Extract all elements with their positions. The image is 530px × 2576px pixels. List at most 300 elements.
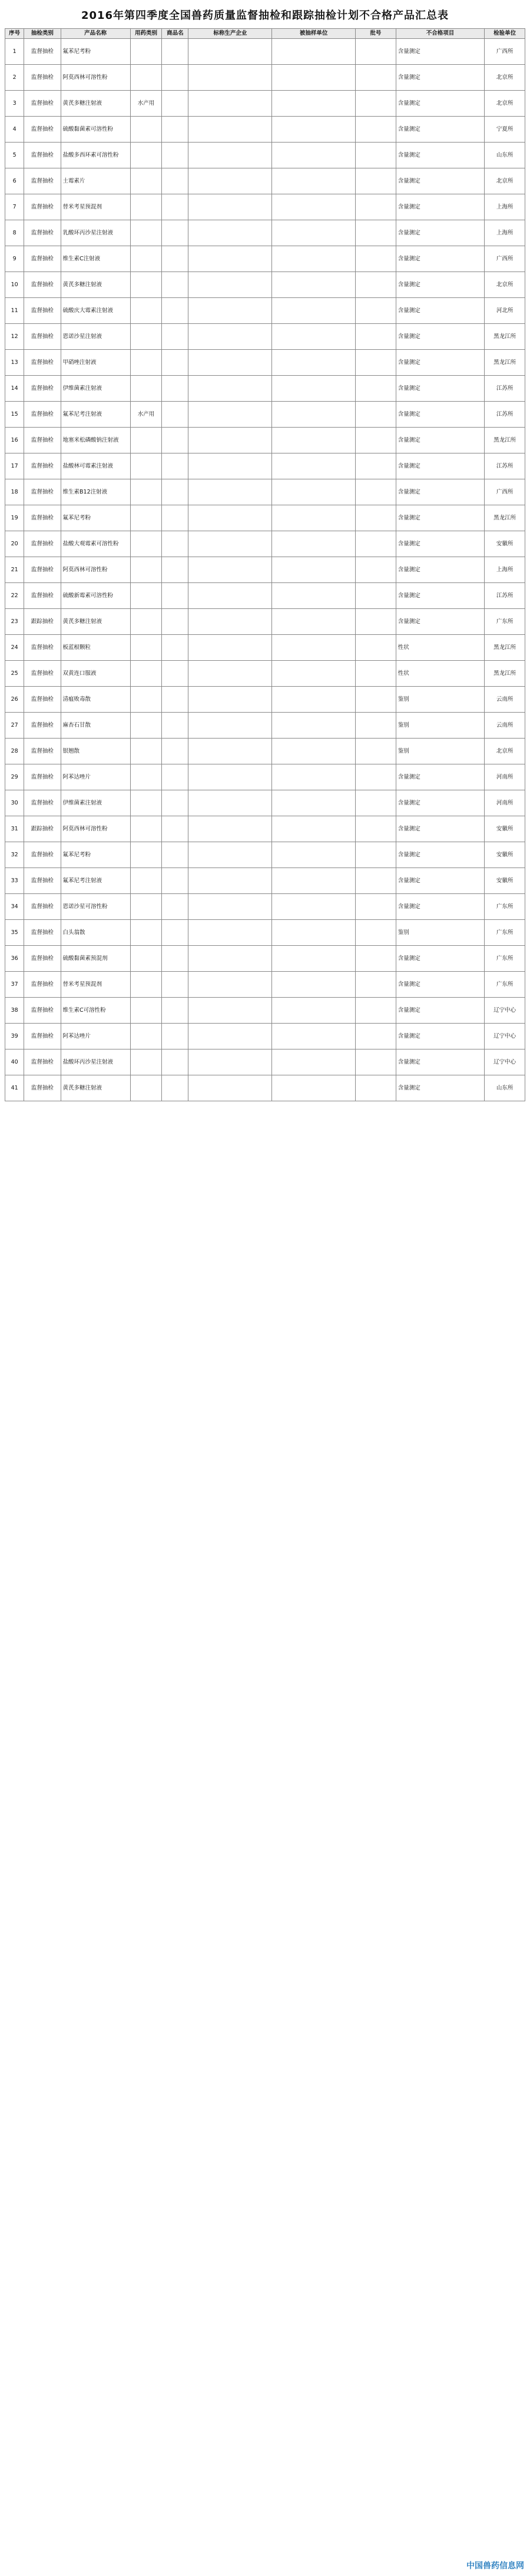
table-cell — [188, 65, 272, 91]
table-cell — [272, 324, 356, 350]
table-cell: 黄芪多糖注射液 — [61, 272, 130, 298]
table-cell: 白头翁散 — [61, 920, 130, 946]
table-cell: 硫酸黏菌素预混剂 — [61, 946, 130, 972]
table-cell: 北京所 — [485, 739, 525, 764]
table-cell — [130, 739, 162, 764]
table-cell — [272, 1049, 356, 1075]
table-cell — [272, 609, 356, 635]
table-cell — [272, 505, 356, 531]
table-cell: 阿莫西林可溶性粉 — [61, 65, 130, 91]
table-cell: 37 — [5, 972, 24, 998]
table-cell: 监督抽检 — [24, 583, 61, 609]
table-cell — [356, 324, 396, 350]
table-cell — [356, 143, 396, 168]
table-cell: 监督抽检 — [24, 428, 61, 453]
table-row — [5, 143, 525, 168]
table-cell: 盐酸环丙沙星注射液 — [61, 1049, 130, 1075]
table-cell — [188, 505, 272, 531]
table-cell: 上海所 — [485, 557, 525, 583]
table-cell — [130, 272, 162, 298]
table-cell: 广西所 — [485, 246, 525, 272]
table-cell — [356, 583, 396, 609]
table-cell: 含量测定 — [396, 842, 484, 868]
table-cell — [188, 998, 272, 1024]
table-cell: 含量测定 — [396, 583, 484, 609]
table-cell: 监督抽检 — [24, 246, 61, 272]
table-row — [5, 246, 525, 272]
table-cell: 水产用 — [130, 402, 162, 428]
table-row — [5, 428, 525, 453]
table-cell: 阿苯达唑片 — [61, 764, 130, 790]
table-cell — [130, 168, 162, 194]
table-cell — [188, 453, 272, 479]
table-cell — [162, 220, 188, 246]
table-cell: 31 — [5, 816, 24, 842]
col-header: 产品名称 — [61, 29, 130, 39]
table-cell: 10 — [5, 272, 24, 298]
table-cell: 北京所 — [485, 272, 525, 298]
table-cell: 监督抽检 — [24, 39, 61, 65]
table-cell: 甲硝唑注射液 — [61, 350, 130, 376]
table-cell: 监督抽检 — [24, 661, 61, 687]
table-cell — [272, 868, 356, 894]
table-cell — [356, 661, 396, 687]
table-row — [5, 272, 525, 298]
table-cell — [162, 402, 188, 428]
table-cell — [356, 972, 396, 998]
table-cell — [162, 609, 188, 635]
table-cell — [188, 739, 272, 764]
table-cell — [272, 272, 356, 298]
table-cell — [188, 868, 272, 894]
table-row — [5, 894, 525, 920]
table-cell — [356, 920, 396, 946]
table-cell — [130, 531, 162, 557]
table-cell — [130, 816, 162, 842]
table-row — [5, 764, 525, 790]
col-header: 序号 — [5, 29, 24, 39]
table-cell — [130, 842, 162, 868]
table-cell — [162, 428, 188, 453]
table-cell: 监督抽检 — [24, 505, 61, 531]
table-cell: 25 — [5, 661, 24, 687]
table-cell — [356, 453, 396, 479]
table-cell — [356, 402, 396, 428]
table-cell — [130, 246, 162, 272]
table-cell — [130, 220, 162, 246]
table-cell — [188, 1049, 272, 1075]
table-cell — [162, 246, 188, 272]
table-cell: 监督抽检 — [24, 1049, 61, 1075]
table-cell: 辽宁中心 — [485, 998, 525, 1024]
table-cell — [188, 946, 272, 972]
table-cell: 广东所 — [485, 920, 525, 946]
table-row — [5, 687, 525, 713]
table-cell: 安徽所 — [485, 842, 525, 868]
table-row — [5, 1024, 525, 1049]
table-cell: 含量测定 — [396, 453, 484, 479]
table-cell — [272, 920, 356, 946]
table-cell: 含量测定 — [396, 220, 484, 246]
table-cell — [162, 713, 188, 739]
table-cell: 含量测定 — [396, 324, 484, 350]
table-cell — [356, 790, 396, 816]
table-cell: 盐酸林可霉素注射液 — [61, 453, 130, 479]
table-cell: 监督抽检 — [24, 117, 61, 143]
table-cell — [162, 479, 188, 505]
table-cell: 江苏所 — [485, 583, 525, 609]
table-cell — [356, 428, 396, 453]
table-cell — [162, 194, 188, 220]
table-cell: 含量测定 — [396, 557, 484, 583]
table-cell — [130, 920, 162, 946]
table-cell — [356, 531, 396, 557]
table-row — [5, 531, 525, 557]
table-cell: 广东所 — [485, 609, 525, 635]
table-cell — [188, 687, 272, 713]
table-row — [5, 1075, 525, 1101]
table-cell: 30 — [5, 790, 24, 816]
table-cell: 3 — [5, 91, 24, 117]
table-cell — [130, 557, 162, 583]
table-cell — [188, 790, 272, 816]
table-cell — [162, 143, 188, 168]
table-cell — [356, 635, 396, 661]
table-cell — [162, 739, 188, 764]
table-cell — [356, 713, 396, 739]
table-cell — [272, 946, 356, 972]
table-cell: 22 — [5, 583, 24, 609]
table-cell — [162, 764, 188, 790]
table-cell: 河北所 — [485, 298, 525, 324]
table-cell — [356, 842, 396, 868]
table-cell: 18 — [5, 479, 24, 505]
table-cell: 银翘散 — [61, 739, 130, 764]
table-cell: 20 — [5, 531, 24, 557]
table-cell: 云南所 — [485, 713, 525, 739]
table-cell — [130, 946, 162, 972]
table-cell: 4 — [5, 117, 24, 143]
table-cell: 34 — [5, 894, 24, 920]
table-cell: 阿莫西林可溶性粉 — [61, 816, 130, 842]
table-cell: 含量测定 — [396, 246, 484, 272]
table-cell: 监督抽检 — [24, 1075, 61, 1101]
table-cell — [188, 298, 272, 324]
table-cell — [162, 920, 188, 946]
table-row — [5, 998, 525, 1024]
table-cell — [356, 65, 396, 91]
table-cell — [356, 117, 396, 143]
table-cell: 含量测定 — [396, 946, 484, 972]
table-cell — [356, 1075, 396, 1101]
table-cell — [188, 350, 272, 376]
table-cell — [272, 220, 356, 246]
table-cell — [130, 505, 162, 531]
table-cell — [162, 687, 188, 713]
table-cell: 含量测定 — [396, 609, 484, 635]
table-cell — [272, 687, 356, 713]
table-cell — [162, 298, 188, 324]
table-cell — [188, 376, 272, 402]
table-cell: 氟苯尼考粉 — [61, 505, 130, 531]
table-cell: 广东所 — [485, 972, 525, 998]
table-cell: 地塞米松磷酸钠注射液 — [61, 428, 130, 453]
table-cell: 监督抽检 — [24, 739, 61, 764]
table-cell: 14 — [5, 376, 24, 402]
table-cell — [162, 117, 188, 143]
table-cell — [162, 1075, 188, 1101]
table-cell: 鉴别 — [396, 687, 484, 713]
table-cell: 监督抽检 — [24, 764, 61, 790]
table-cell — [130, 428, 162, 453]
table-row — [5, 91, 525, 117]
table-row — [5, 1049, 525, 1075]
table-cell: 安徽所 — [485, 816, 525, 842]
table-row — [5, 609, 525, 635]
table-cell — [162, 91, 188, 117]
table-cell — [356, 168, 396, 194]
table-cell — [188, 91, 272, 117]
table-cell: 含量测定 — [396, 168, 484, 194]
table-cell: 云南所 — [485, 687, 525, 713]
table-cell: 6 — [5, 168, 24, 194]
table-cell — [130, 143, 162, 168]
table-row — [5, 324, 525, 350]
table-cell — [162, 661, 188, 687]
table-cell — [272, 479, 356, 505]
table-cell: 阿莫西林可溶性粉 — [61, 557, 130, 583]
table-cell — [130, 661, 162, 687]
table-cell: 含量测定 — [396, 1075, 484, 1101]
table-cell — [162, 272, 188, 298]
table-cell — [188, 402, 272, 428]
table-cell: 27 — [5, 713, 24, 739]
table-cell — [188, 168, 272, 194]
table-cell: 安徽所 — [485, 868, 525, 894]
table-cell — [130, 350, 162, 376]
col-header: 不合格项目 — [396, 29, 484, 39]
table-cell: 含量测定 — [396, 1049, 484, 1075]
table-cell — [162, 816, 188, 842]
table-cell: 江苏所 — [485, 376, 525, 402]
table-cell: 监督抽检 — [24, 687, 61, 713]
table-cell — [272, 816, 356, 842]
table-cell — [130, 65, 162, 91]
table-row — [5, 453, 525, 479]
table-cell: 双黄连口服液 — [61, 661, 130, 687]
table-cell: 含量测定 — [396, 972, 484, 998]
table-cell — [130, 453, 162, 479]
table-cell: 黑龙江所 — [485, 350, 525, 376]
table-cell: 硫酸黏菌素可溶性粉 — [61, 117, 130, 143]
table-cell — [130, 713, 162, 739]
table-cell: 黑龙江所 — [485, 661, 525, 687]
table-cell: 山东所 — [485, 143, 525, 168]
table-cell — [130, 998, 162, 1024]
table-cell — [130, 583, 162, 609]
table-cell — [356, 998, 396, 1024]
table-cell — [272, 428, 356, 453]
table-cell — [356, 609, 396, 635]
document-title: 2016年第四季度全国兽药质量监督抽检和跟踪抽检计划不合格产品汇总表 — [81, 9, 449, 22]
table-cell: 监督抽检 — [24, 298, 61, 324]
table-row — [5, 402, 525, 428]
table-cell: 含量测定 — [396, 194, 484, 220]
table-cell — [356, 1024, 396, 1049]
table-cell — [162, 350, 188, 376]
table-cell — [162, 65, 188, 91]
table-cell: 山东所 — [485, 1075, 525, 1101]
table-cell — [162, 531, 188, 557]
table-cell — [130, 894, 162, 920]
table-cell — [272, 739, 356, 764]
table-cell: 伊维菌素注射液 — [61, 790, 130, 816]
table-cell: 监督抽检 — [24, 635, 61, 661]
table-cell: 黑龙江所 — [485, 635, 525, 661]
table-cell — [130, 1024, 162, 1049]
table-cell — [356, 479, 396, 505]
table-cell: 广东所 — [485, 946, 525, 972]
table-cell: 11 — [5, 298, 24, 324]
table-cell: 监督抽检 — [24, 272, 61, 298]
table-cell — [162, 376, 188, 402]
table-cell: 氟苯尼考粉 — [61, 39, 130, 65]
table-cell: 监督抽检 — [24, 790, 61, 816]
table-cell: 41 — [5, 1075, 24, 1101]
table-cell: 23 — [5, 609, 24, 635]
table-cell — [272, 117, 356, 143]
table-cell — [188, 842, 272, 868]
header-row — [5, 29, 525, 39]
table-cell — [188, 272, 272, 298]
table-cell — [356, 246, 396, 272]
table-cell: 含量测定 — [396, 531, 484, 557]
table-cell — [130, 39, 162, 65]
table-cell: 辽宁中心 — [485, 1049, 525, 1075]
table-row — [5, 972, 525, 998]
table-row — [5, 298, 525, 324]
table-cell — [188, 583, 272, 609]
table-cell: 乳酸环丙沙星注射液 — [61, 220, 130, 246]
table-cell: 监督抽检 — [24, 376, 61, 402]
table-cell: 监督抽检 — [24, 1024, 61, 1049]
table-row — [5, 194, 525, 220]
table-cell — [188, 1075, 272, 1101]
table-cell: 含量测定 — [396, 1024, 484, 1049]
table-row — [5, 816, 525, 842]
table-cell: 21 — [5, 557, 24, 583]
table-cell: 监督抽检 — [24, 531, 61, 557]
table-cell: 含量测定 — [396, 39, 484, 65]
table-cell: 宁夏所 — [485, 117, 525, 143]
table-cell: 39 — [5, 1024, 24, 1049]
table-cell — [272, 713, 356, 739]
table-cell: 33 — [5, 868, 24, 894]
table-cell: 含量测定 — [396, 479, 484, 505]
table-cell: 1 — [5, 39, 24, 65]
table-cell — [272, 894, 356, 920]
table-cell — [162, 894, 188, 920]
table-cell: 性状 — [396, 635, 484, 661]
table-row — [5, 220, 525, 246]
table-cell: 19 — [5, 505, 24, 531]
table-cell: 8 — [5, 220, 24, 246]
table-cell: 含量测定 — [396, 816, 484, 842]
table-cell — [188, 428, 272, 453]
table-cell: 监督抽检 — [24, 557, 61, 583]
table-cell: 监督抽检 — [24, 946, 61, 972]
table-cell: 替米考星预混剂 — [61, 194, 130, 220]
table-cell — [356, 505, 396, 531]
table-cell: 性状 — [396, 661, 484, 687]
table-row — [5, 713, 525, 739]
table-row — [5, 350, 525, 376]
table-cell — [162, 972, 188, 998]
table-cell — [130, 764, 162, 790]
table-cell — [188, 220, 272, 246]
table-cell — [272, 91, 356, 117]
table-body — [5, 39, 525, 1101]
table-cell: 含量测定 — [396, 894, 484, 920]
table-cell — [356, 557, 396, 583]
table-cell — [188, 479, 272, 505]
table-cell — [188, 713, 272, 739]
table-cell: 氟苯尼考粉 — [61, 842, 130, 868]
table-cell: 监督抽检 — [24, 91, 61, 117]
table-cell — [356, 39, 396, 65]
table-cell: 监督抽检 — [24, 713, 61, 739]
table-cell — [162, 842, 188, 868]
table-cell — [162, 168, 188, 194]
table-cell: 盐酸多西环素可溶性粉 — [61, 143, 130, 168]
table-cell — [130, 635, 162, 661]
table-row — [5, 479, 525, 505]
table-cell: 上海所 — [485, 194, 525, 220]
table-cell — [356, 220, 396, 246]
table-cell — [162, 790, 188, 816]
table-cell: 含量测定 — [396, 868, 484, 894]
table-cell: 板蓝根颗粒 — [61, 635, 130, 661]
table-cell: 黄芪多糖注射液 — [61, 1075, 130, 1101]
table-cell: 监督抽检 — [24, 920, 61, 946]
table-cell: 鉴别 — [396, 713, 484, 739]
table-cell: 40 — [5, 1049, 24, 1075]
table-row — [5, 635, 525, 661]
table-row — [5, 376, 525, 402]
table-cell — [272, 1024, 356, 1049]
table-cell: 含量测定 — [396, 428, 484, 453]
table-cell: 含量测定 — [396, 65, 484, 91]
table-cell — [130, 298, 162, 324]
table-cell: 黑龙江所 — [485, 505, 525, 531]
table-cell — [356, 687, 396, 713]
table-cell — [188, 816, 272, 842]
table-cell — [130, 790, 162, 816]
table-cell: 7 — [5, 194, 24, 220]
table-cell: 氟苯尼考注射液 — [61, 868, 130, 894]
table-cell — [162, 557, 188, 583]
table-cell — [272, 842, 356, 868]
table-cell — [188, 1024, 272, 1049]
table-cell: 24 — [5, 635, 24, 661]
table-cell: 硫酸庆大霉素注射液 — [61, 298, 130, 324]
table-cell: 17 — [5, 453, 24, 479]
table-cell — [188, 764, 272, 790]
table-cell — [272, 168, 356, 194]
table-cell: 监督抽检 — [24, 402, 61, 428]
table-cell — [356, 272, 396, 298]
table-cell: 盐酸大观霉素可溶性粉 — [61, 531, 130, 557]
